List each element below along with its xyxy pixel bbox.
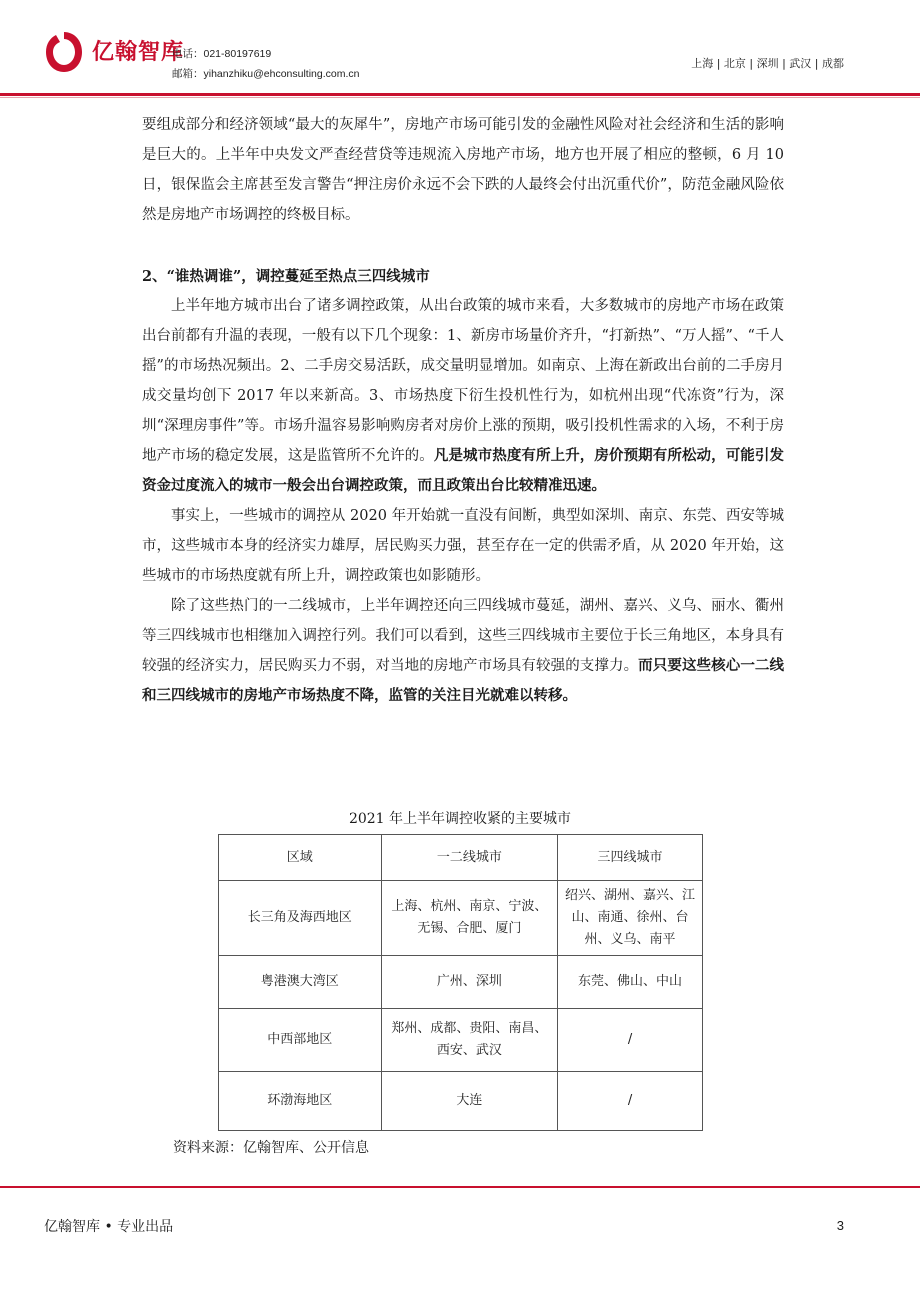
- cell-tier12: 大连: [381, 1072, 558, 1131]
- paragraph-2-block: [142, 291, 784, 711]
- paragraph-3: 事实上，一些城市的调控从 2020 年开始就一直没有间断，典型如深圳、南京、东莞、西安等城市，这些城市本身的经济实力雄厚，居民购买力强，甚至存在一定的供需矛盾，从 2020 年开始，这些城市的市场热度就有所上升，调控政策也如影随形。: [142, 508, 784, 584]
- paragraph-1: 要组成部分和经济领域“最大的灰犀牛”，房地产市场可能引发的金融性风险对社会经济和生活的影响是巨大的。上半年中央发文严查经营贷等违规流入房地产市场，地方也开展了相应的整顿，6 月 10 日，银保监会主席甚至发言警告“押注房价永远不会下跌的人最终会付出沉重代价”，防范金融风险依然是房地产市场调控的终极目标。: [142, 117, 784, 223]
- page-header: [0, 0, 920, 100]
- page-number: 3: [836, 1218, 844, 1233]
- email-text: 邮箱：yihanzhiku@ehconsulting.com.cn: [172, 68, 360, 80]
- paragraph-4: [142, 591, 784, 711]
- table-source: 资料来源：亿翰智库、公开信息: [173, 1140, 369, 1156]
- footer-divider: [0, 1186, 920, 1188]
- cell-tier34: /: [558, 1009, 703, 1072]
- office-cities: 上海 | 北京 | 深圳 | 武汉 | 成都: [691, 57, 844, 70]
- header-divider: [0, 93, 920, 96]
- cell-region: 环渤海地区: [219, 1072, 382, 1131]
- table-row: [219, 881, 703, 956]
- yihan-logo-icon: [44, 30, 84, 74]
- header-region: 区域: [219, 835, 382, 881]
- cell-tier12: 郑州、成都、贵阳、南昌、西安、武汉: [381, 1009, 558, 1072]
- cell-tier34: 东莞、佛山、中山: [558, 956, 703, 1009]
- table-row: [219, 956, 703, 1009]
- cell-tier12: 上海、杭州、南京、宁波、无锡、合肥、厦门: [381, 881, 558, 956]
- table-row: [219, 1009, 703, 1072]
- table-row: [219, 1072, 703, 1131]
- paragraph-4-text: 除了这些热门的一二线城市，上半年调控还向三四线城市蔓延，湖州、嘉兴、义乌、丽水、衢州等三四线城市也相继加入调控行列。我们可以看到，这些三四线城市主要位于长三角地区，本身具有较强的经济实力，居民购买力不弱，对当地的房地产市场具有较强的支撑力。: [142, 598, 784, 674]
- paragraph-2: [142, 291, 784, 501]
- header-tier34: 三四线城市: [558, 835, 703, 881]
- footer-brand-text: 亿翰智库 • 专业出品: [44, 1219, 174, 1235]
- paragraph-2-bold: 凡是城市热度有所上升，房价预期有所松动，可能引发资金过度流入的城市一般会出台调控政策，而且政策出台比较精准迅速。: [142, 447, 784, 494]
- paragraph-4-bold: 而只要这些核心一二线和三四线城市的房地产市场热度不降，监管的关注目光就难以转移。: [142, 657, 785, 704]
- header-divider-light: [0, 97, 920, 98]
- brand-name: 亿翰智库: [92, 40, 185, 65]
- phone-text: 电话：021-80197619: [172, 48, 272, 60]
- table-title: 2021 年上半年调控收紧的主要城市: [348, 811, 572, 827]
- cell-tier34: /: [558, 1072, 703, 1131]
- cell-tier12: 广州、深圳: [381, 956, 558, 1009]
- paragraph-2-text: 上半年地方城市出台了诸多调控政策，从出台政策的城市来看，大多数城市的房地产市场在政策出台前都有升温的表现，一般有以下几个现象：1、新房市场量价齐升，“打新热”、“万人摇”、“千人摇”的市场热况频出。2、二手房交易活跃，成交量明显增加。如南京、上海在新政出台前的二手房月成交量均创下 2017 年以来新高。3、市场热度下衍生投机性行为，如杭州出现“代冻资”行为，深圳“深理房事件”等。市场升温容易影响购房者对房价上涨的预期，吸引投机性需求的入场，不利于房地产市场的稳定发展，这是监管所不允许的。: [142, 298, 784, 464]
- table-header-row: [219, 835, 703, 881]
- cell-tier34: 绍兴、湖州、嘉兴、江山、南通、徐州、台州、义乌、南平: [558, 881, 703, 956]
- header-tier12: 一二线城市: [381, 835, 558, 881]
- cell-region: 长三角及海西地区: [219, 881, 382, 956]
- section-heading: 2、“谁热调谁”，调控蔓延至热点三四线城市: [142, 268, 430, 285]
- cell-region: 粤港澳大湾区: [219, 956, 382, 1009]
- cell-region: 中西部地区: [219, 1009, 382, 1072]
- paragraph-1-block: [142, 110, 784, 230]
- regulated-cities-table: [218, 834, 703, 1131]
- contact-info: [172, 44, 360, 84]
